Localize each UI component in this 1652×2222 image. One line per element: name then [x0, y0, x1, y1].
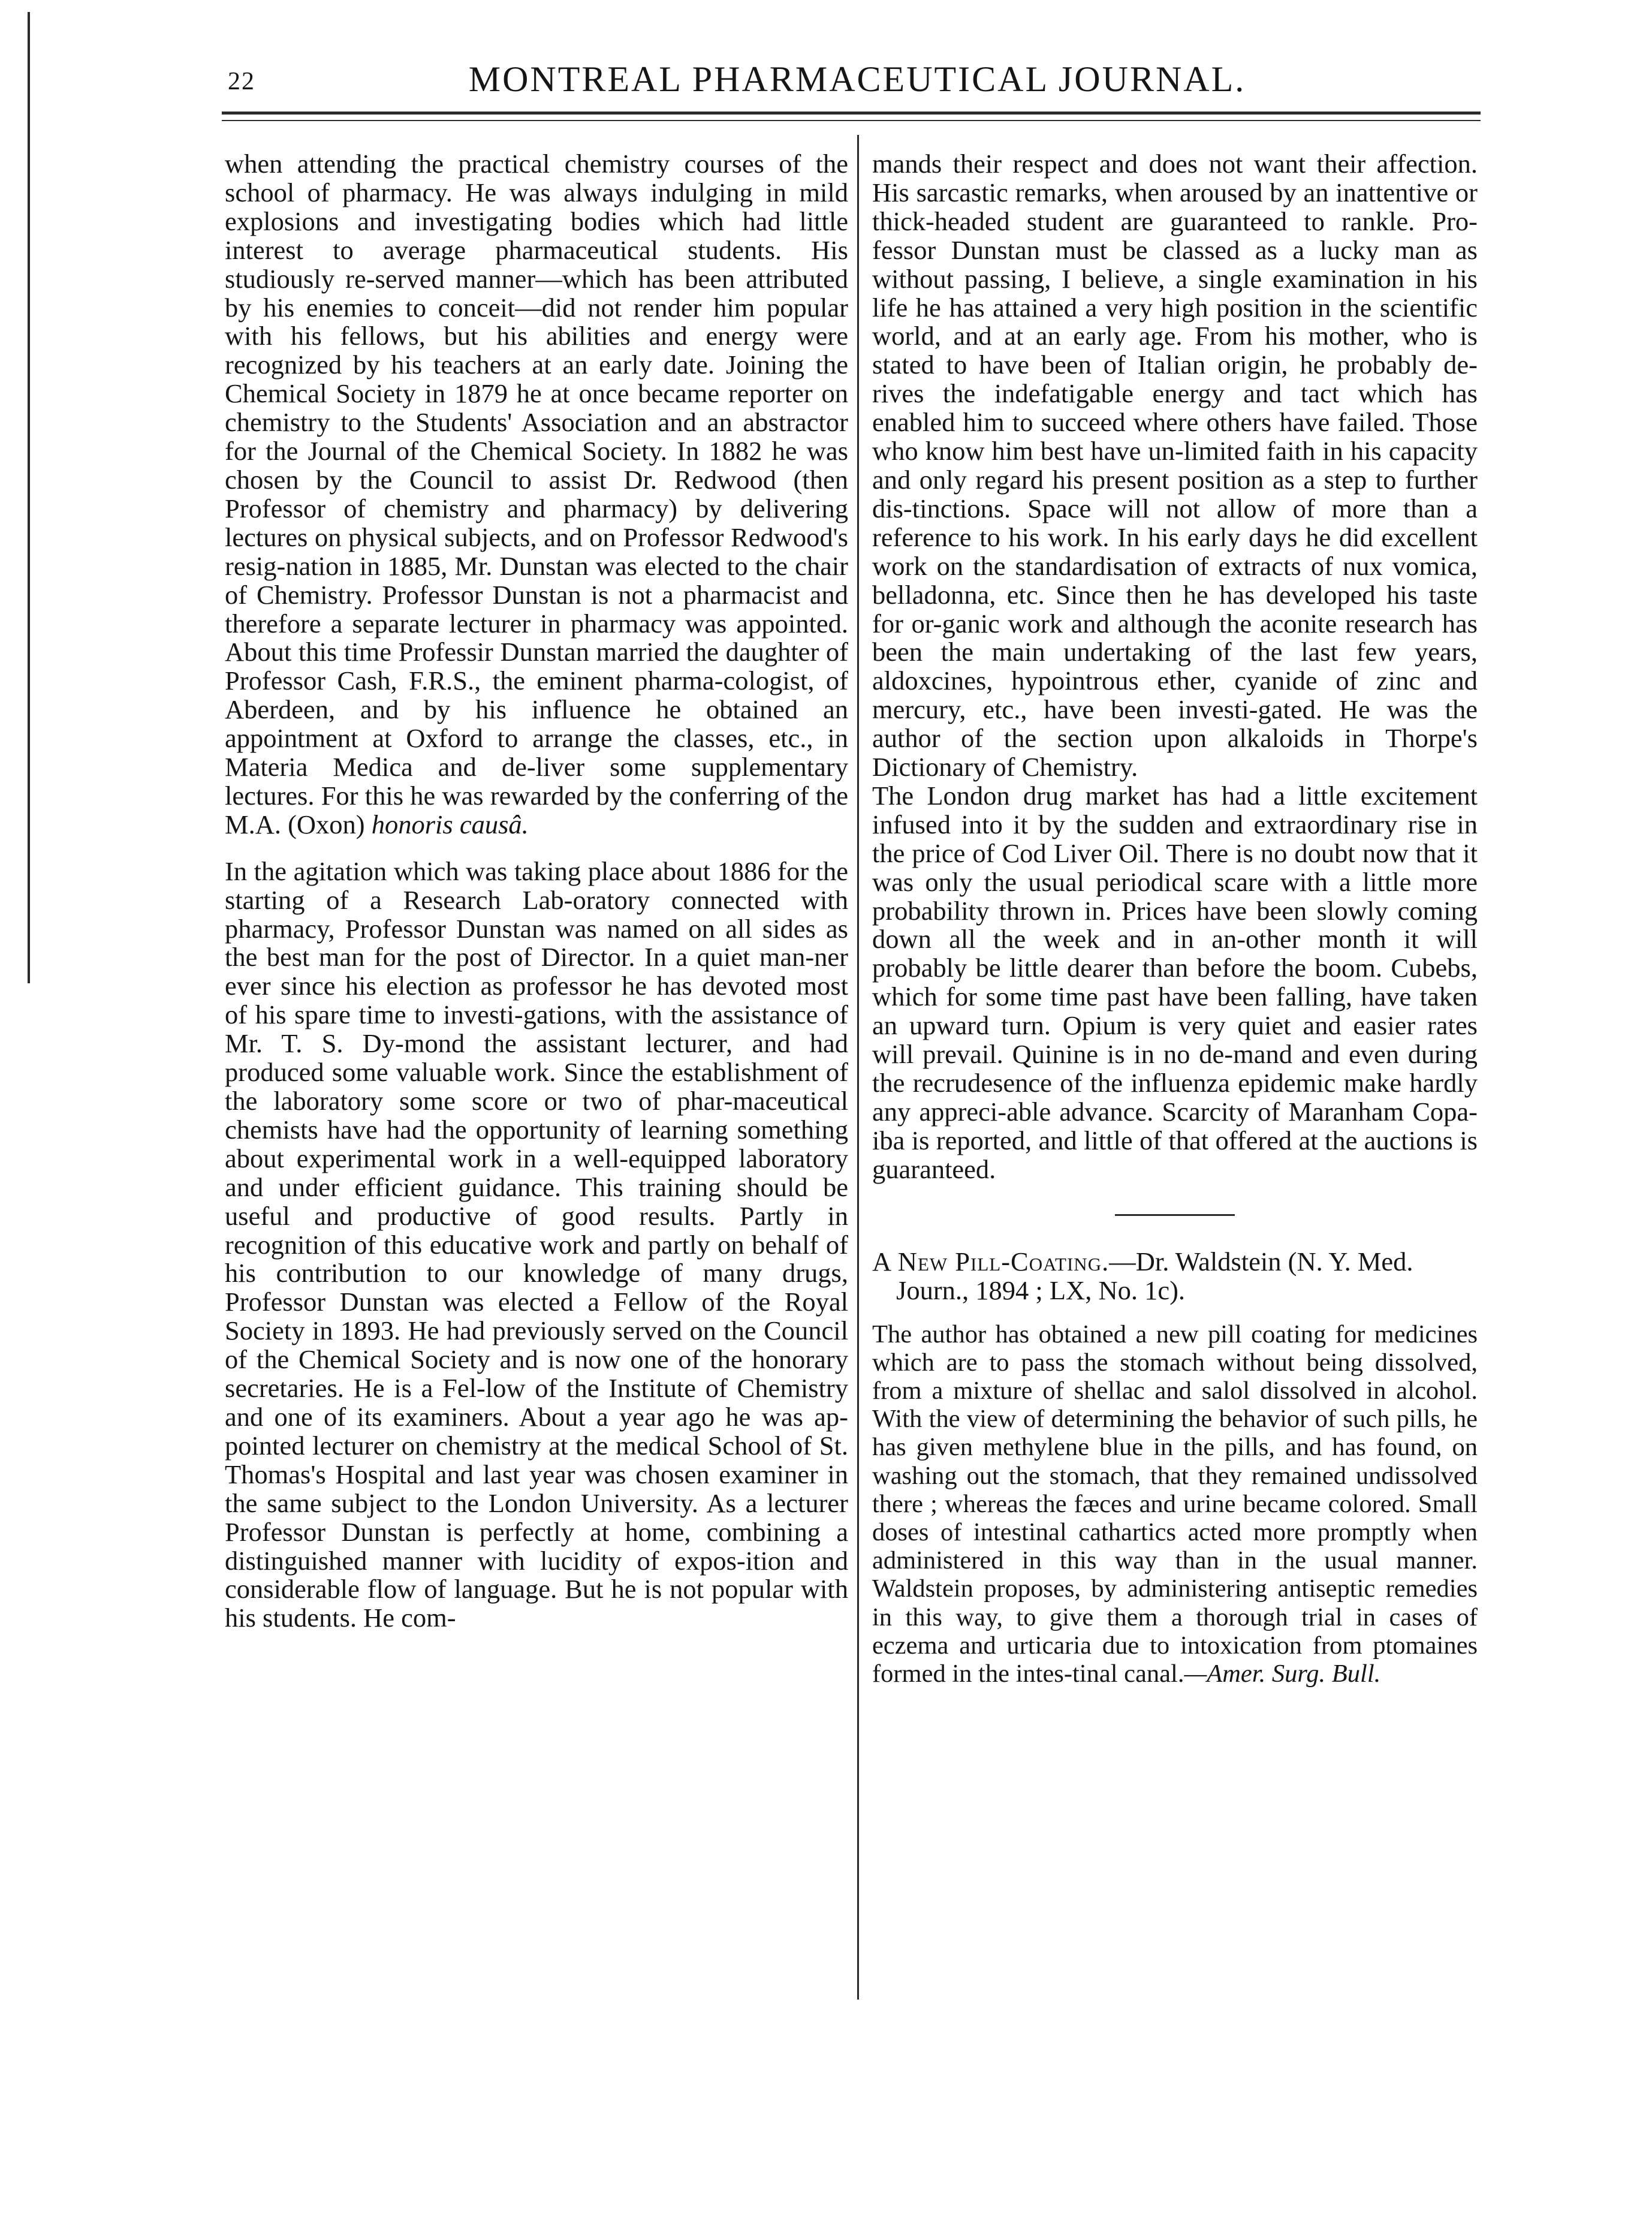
header-rule-thick [222, 112, 1481, 115]
left-paragraph-1-text: when attending the practical chemistry courses of the school of pharmacy. He was always indulging in mild explosions and investigating bodies which had little interest to average pharmaceutical students. His studiously re-served manner—which has been attributed by his enemies to conceit—did not render him popular with his fellows, but his abilities and energy were recognized by his teachers at an early date. Joining the Chemical Society in 1879 he at once became reporter on chemistry to the Students' Association and an abstractor for the Journal of the Chemical Society. In 1882 he was chosen by the Council to assist Dr. Redwood (then Professor of chemistry and pharmacy) by delivering lectures on physical subjects, and on Professor Redwood's resig-nation in 1885, Mr. Dunstan was elected to the chair of Chemistry. Professor Dunstan is not a pharmacist and therefore a separate lecturer in pharmacy was appointed. About this time Professir Dunstan married the daughter of Professor Cash, F.R.S., the eminent pharma-cologist, of Aberdeen, and by his influence he obtained an appointment at Oxford to arrange the classes, etc., in Materia Medica and de-liver some supplementary lectures. For this he was rewarded by the conferring of the M.A. (Oxon) [225, 149, 848, 839]
page-header [228, 54, 1487, 108]
left-paragraph-1-italic-tail: honoris causâ. [371, 809, 529, 839]
header-rule-thin [222, 120, 1481, 121]
right-column [872, 150, 1478, 1688]
right-paragraph-1: mands their respect and does not want their affection. His sarcastic remarks, when aroused by an inattentive or thick-headed student are guaranteed to rankle. Pro-fessor Dunstan must be classed as a lucky man as without passing, I believe, a single examination in his life he has attained a very high position in the scientific world, and at an early age. From his mother, who is stated to have been of Italian origin, he probably de-rives the indefatigable energy and tact which has enabled him to succeed where others have failed. Those who know him best have un-limited faith in his capacity and only regard his present position as a step to further dis-tinctions. Space will not allow of more than a reference to his work. In his early days he did excellent work on the standardisation of extracts of nux vomica, belladonna, etc. Since then he has developed his taste for or-ganic work and although the aconite research has been the main undertaking of the last few years, aldoxcines, hypointrous ether, cyanide of zinc and mercury, etc., have been investi-gated. He was the author of the section upon alkaloids in Thorpe's Dictionary of Chemistry. [872, 149, 1478, 782]
margin-rule [28, 12, 30, 983]
page-number: 22 [228, 68, 255, 95]
article-heading [872, 1247, 1478, 1305]
left-paragraph-2: In the agitation which was taking place about 1886 for the starting of a Research Lab-oratory connected with pharmacy, Professor Dunstan was named on all sides as the best man for the post of Director. In a quiet man-ner ever since his election as professor he has devoted most of his spare time to investi-gations, with the assistance of Mr. T. S. Dy-mond the assistant lecturer, and had produced some valuable work. Since the establishment of the laboratory some score or two of phar-maceutical chemists have had the opportunity of learning something about experimental work in a well-equipped laboratory and under efficient guidance. This training should be useful and productive of good results. Partly in recognition of this educative work and partly on behalf of his contribution to our knowledge of many drugs, Professor Dunstan was elected a Fellow of the Royal Society in 1893. He had previously served on the Council of the Chemical Society and is now one of the honorary secretaries. He is a Fel-low of the Institute of Chemistry and one of its examiners. About a year ago he was ap-pointed lecturer on chemistry at the medical School of St. Thomas's Hospital and last year was chosen examiner in the same subject to the London University. As a lecturer Professor Dunstan is perfectly at home, combining a distinguished manner with lucidity of expos-ition and considerable flow of language. But he is not popular with his students. He com- [225, 856, 848, 1633]
column-divider [857, 135, 859, 2000]
left-column [225, 150, 848, 1633]
article-source: —Amer. Surg. Bull. [1184, 1660, 1381, 1688]
article-title: A New Pill-Coating. [872, 1246, 1110, 1276]
right-paragraph-2: The London drug market has had a little excitement infused into it by the sudden and extraordinary rise in the price of Cod Liver Oil. There is no doubt now that it was only the usual periodical scare with a little more probability thrown in. Prices have been slowly coming down all the week and in an-other month it will probably be little dearer than before the boom. Cubebs, which for some time past have been falling, have taken an upward turn. Opium is very quiet and easier rates will prevail. Quinine is in no de-mand and even during the recrudesence of the influenza epidemic make hardly any appreci-able advance. Scarcity of Maranham Copa-iba is reported, and little of that offered at the auctions is guaranteed. [872, 780, 1478, 1184]
section-separator [1115, 1214, 1235, 1216]
journal-title: MONTREAL PHARMACEUTICAL JOURNAL. [468, 59, 1246, 99]
article-body [872, 1320, 1478, 1688]
left-paragraph-1 [225, 150, 848, 839]
article-body-text: The author has obtained a new pill coating for medicines which are to pass the stomach without being dissolved, from a mixture of shellac and salol dissolved in alcohol. With the view of determining the behavior of such pills, he has given methylene blue in the pills, and has found, on washing out the stomach, that they remained undissolved there ; whereas the fæces and urine became colored. Small doses of intestinal cathartics acted more promptly when administered in this way than in the usual manner. Waldstein proposes, by administering antiseptic remedies in this way, to give them a thorough trial in cases of eczema and urticaria due to intoxication from ptomaines formed in the intes-tinal canal. [872, 1320, 1478, 1688]
article-citation: —Dr. Waldstein (N. Y. Med. Journ., 1894 ; LX, No. 1c). [896, 1246, 1413, 1305]
